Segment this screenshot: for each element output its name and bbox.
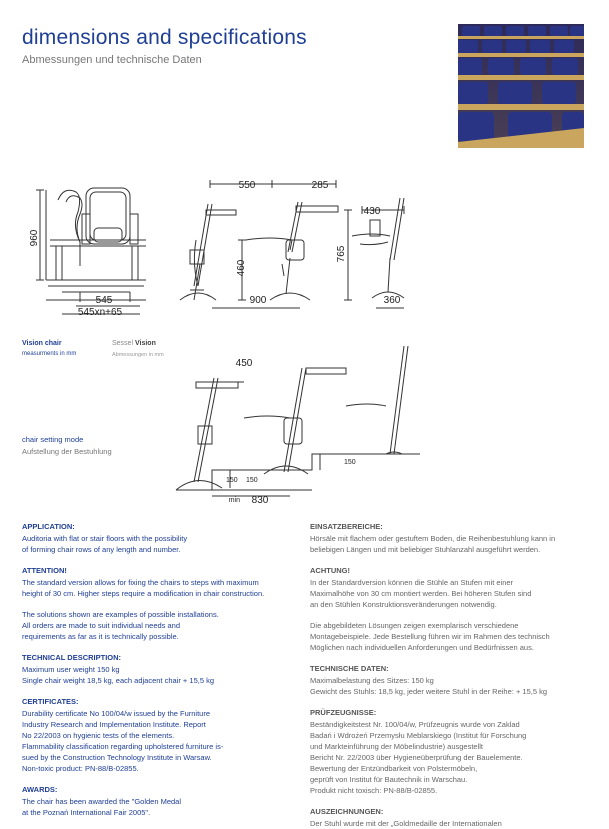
dim-base-depth: 360	[383, 295, 401, 306]
page-subtitle: Abmessungen und technische Daten	[22, 54, 202, 66]
spec-body: Beständigkeitstest Nr. 100/04/w, Prüfzeugnis wurde von Zaklad Badań i Wdrożeń Przemysłu Meblarskiego (Institut für Forschung und Markteinführung der Möbelindustrie) ausgestellt Bericht Nr. 22/2003 über Hygieneüberprüfung der Bauelemente. Bewertung der Entzündbarkeit von Polstermöbeln, geprüft von Institut für Bautechnik in Warschau. Produkt nicht toxisch: PN-88/B-02855.	[310, 720, 527, 795]
chair-setting-mode-drawing	[176, 346, 420, 490]
spec-body: The standard version allows for fixing the chairs to steps with maximum height of 30 cm. Higher steps require a modification in chair construction.	[22, 578, 265, 598]
spec-body: In der Standardversion können die Stühle an Stufen mit einer Maximalhöhe von 30 cm montiert werden. Bei höheren Stufen sind an den Stühlen Konstruktionsveränderungen notwendig.	[310, 578, 532, 609]
side-view-chair-drawing	[246, 202, 338, 300]
spec-block-attention	[22, 565, 312, 599]
dim-side-desk-depth: 285	[311, 180, 329, 191]
dim-side-desk-width: 550	[238, 180, 256, 191]
dim-front-row: 545xn+65	[77, 307, 123, 318]
spec-block-technische-daten	[310, 663, 600, 697]
caption-measurements-en: measurments in mm	[22, 351, 77, 357]
spec-body: Der Stuhl wurde mit der „Goldmedaille der Internationalen	[310, 819, 502, 828]
dim-armrest-depth: 430	[363, 206, 381, 217]
dim-step-height-1: 150	[246, 477, 258, 484]
side-view-desk-drawing	[180, 204, 236, 300]
spec-body: The chair has been awarded the "Golden Medal at the Poznań International Fair 2005".	[22, 797, 182, 817]
spec-block-certificates	[22, 696, 312, 774]
spec-body: Auditoria with flat or stair floors with the possibility of forming chair rows of any length and number.	[22, 534, 188, 554]
dim-front-width: 545	[95, 295, 113, 306]
auditorium-photo	[458, 24, 584, 148]
dim-front-height: 960	[29, 229, 40, 247]
spec-block-technical	[22, 652, 312, 686]
front-view-drawing	[46, 188, 146, 302]
spec-heading: CERTIFICATES:	[22, 697, 79, 706]
dim-step-height-2: 150	[344, 459, 356, 466]
spec-block-einsatzbereiche	[310, 521, 600, 555]
spec-block-achtung	[310, 565, 600, 610]
dim-min-prefix: min	[228, 497, 240, 504]
dim-seat-height: 460	[236, 259, 247, 277]
spec-body: Maximum user weight 150 kg Single chair weight 18,5 kg, each adjacent chair + 15,5 kg	[22, 665, 214, 685]
caption-vision-de	[112, 340, 156, 347]
dim-footprint: 900	[249, 295, 267, 306]
spec-heading: ACHTUNG!	[310, 566, 350, 575]
technical-drawings	[0, 170, 609, 520]
spec-heading: PRÜFZEUGNISSE:	[310, 708, 377, 717]
spec-block-awards	[22, 784, 312, 818]
caption-setting-mode-en: chair setting mode	[22, 435, 84, 444]
english-specs-column	[22, 521, 312, 818]
spec-body: Die abgebildeten Lösungen zeigen exemplarisch verschiedene Montagebeispiele. Jede Bestellung führen wir im Rahmen des technisch Möglichen nach individuellen Anforderungen und Bedürfnissen aus.	[310, 621, 550, 652]
spec-block-loesungen	[310, 620, 600, 653]
spec-block-auszeichnungen	[310, 806, 600, 829]
page-title: dimensions and specifications	[22, 26, 307, 49]
dim-setting-desk: 450	[235, 358, 253, 369]
spec-body: Durability certificate No 100/04/w issued by the Furniture Industry Research and Implementation Institute. Report No 22/2003 on hygienic tests of the elements. Flammability classification regarding upholstered furniture is- sued by the Construction Technology Institute in Warsaw. Non-toxic product: PN-88/B-02855.	[22, 709, 224, 773]
german-specs-column	[310, 521, 600, 829]
spec-block-application	[22, 521, 312, 555]
spec-block-solutions	[22, 609, 312, 642]
spec-heading: EINSATZBEREICHE:	[310, 522, 383, 531]
dim-armrest-height: 765	[336, 245, 347, 263]
caption-vision-bold: Vision	[134, 340, 156, 347]
spec-heading: TECHNICAL DESCRIPTION:	[22, 653, 122, 662]
spec-heading: AWARDS:	[22, 785, 58, 794]
dim-step-height-3: 150	[226, 477, 238, 484]
spec-heading: TECHNISCHE DATEN:	[310, 664, 389, 673]
spec-block-pruefzeugnisse	[310, 707, 600, 796]
spec-heading: APPLICATION:	[22, 522, 75, 531]
caption-setting-mode-de: Aufstellung der Bestuhlung	[22, 447, 112, 456]
spec-body: The solutions shown are examples of possible installations. All orders are made to suit individual needs and requirements as far as it is technically possible.	[22, 610, 219, 641]
spec-heading: ATTENTION!	[22, 566, 67, 575]
caption-vision-en: Vision chair	[22, 340, 62, 347]
caption-sessel: Sessel	[112, 340, 134, 347]
dim-min-row: 830	[251, 495, 269, 506]
caption-measurements-de: Abmessungen in mm	[112, 352, 164, 358]
spec-body: Maximalbelastung des Sitzes: 150 kg Gewicht des Stuhls: 18,5 kg, jeder weitere Stuhl in der Reihe: + 15,5 kg	[310, 676, 548, 696]
spec-heading: AUSZEICHNUNGEN:	[310, 807, 384, 816]
spec-body: Hörsäle mit flachem oder gestuftem Boden, die Reihenbestuhlung kann in beliebigen Längen und mit beliebiger Stuhlanzahl ausgeführt werden.	[310, 534, 556, 554]
